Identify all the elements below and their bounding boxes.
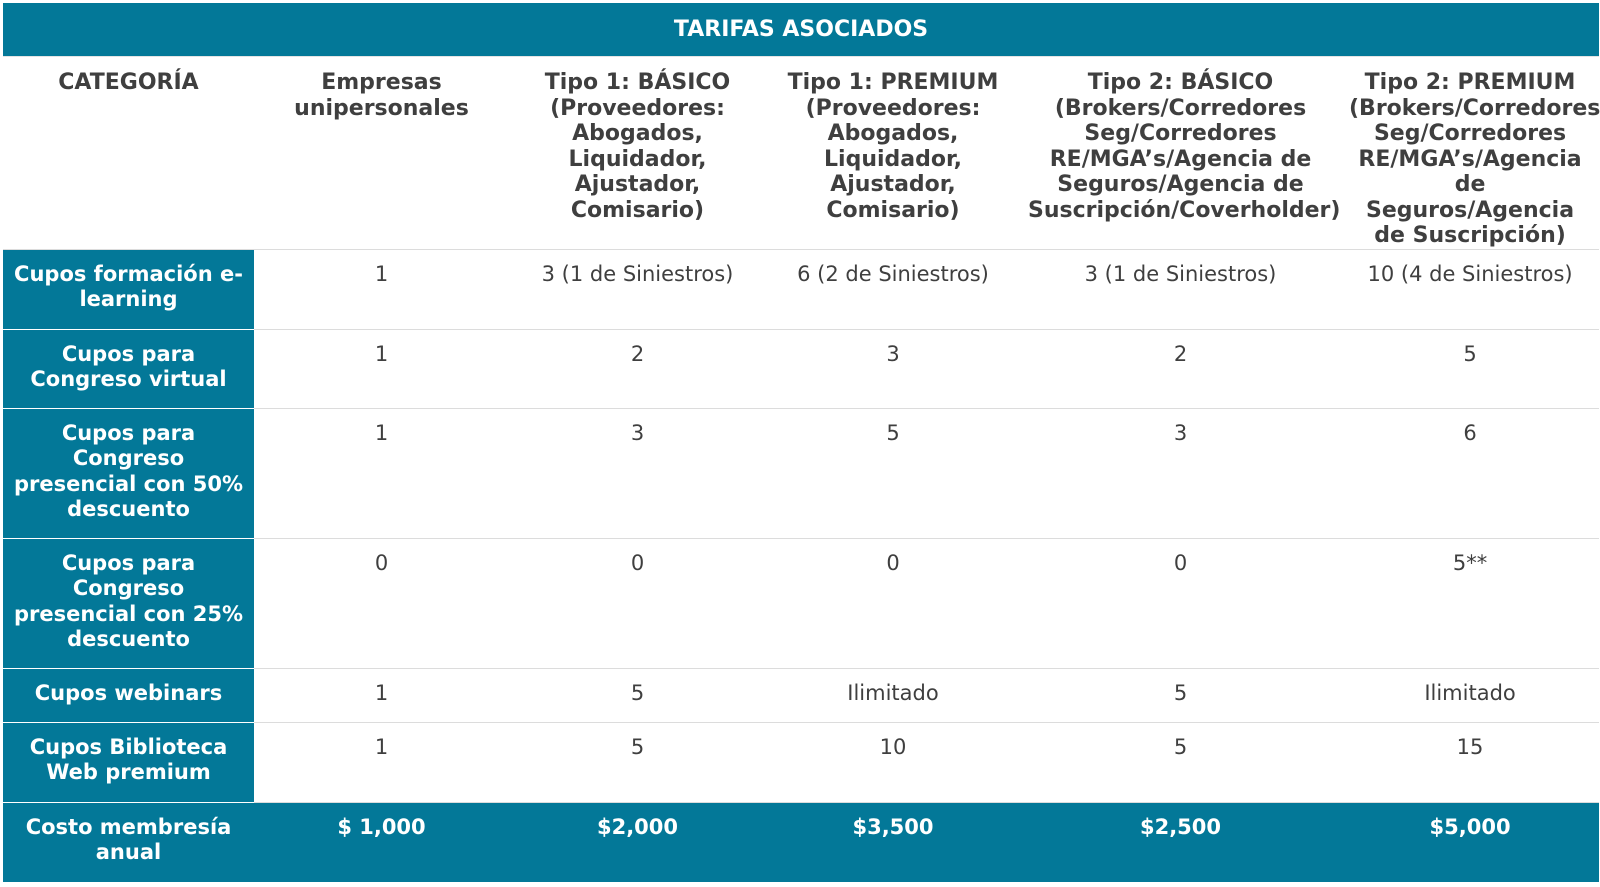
- header-tipo2-basico: Tipo 2: BÁSICO (Brokers/Corredores Seg/Corredores RE/MGA’s/Agencia de Seguros/Agencia de Suscripción/Coverholder): [1020, 57, 1341, 250]
- table-cell: 10 (4 de Siniestros): [1341, 249, 1599, 329]
- table-cell: Ilimitado: [766, 668, 1020, 722]
- table-cell: 0: [509, 538, 766, 668]
- table-row: [3, 249, 1599, 329]
- table-title: TARIFAS ASOCIADOS: [3, 3, 1599, 57]
- row-label: Cupos Biblioteca Web premium: [3, 722, 254, 802]
- membership-cost-value: $ 1,000: [254, 802, 509, 882]
- table-cell: 1: [254, 722, 509, 802]
- header-row: [3, 57, 1599, 250]
- table-cell: 1: [254, 329, 509, 408]
- pricing-table-container: [3, 3, 1599, 882]
- table-cell: 0: [766, 538, 1020, 668]
- table-cell: 0: [1020, 538, 1341, 668]
- header-empresas-unipersonales: Empresas unipersonales: [254, 57, 509, 250]
- table-cell: 6: [1341, 408, 1599, 538]
- table-cell: 5: [766, 408, 1020, 538]
- header-tipo1-basico: Tipo 1: BÁSICO (Proveedores: Abogados, Liquidador, Ajustador, Comisario): [509, 57, 766, 250]
- table-cell: 1: [254, 249, 509, 329]
- table-cell: 3: [509, 408, 766, 538]
- table-cell: 5: [1020, 668, 1341, 722]
- membership-cost-label: Costo membresía anual: [3, 802, 254, 882]
- table-cell: 3: [1020, 408, 1341, 538]
- row-label: Cupos para Congreso virtual: [3, 329, 254, 408]
- table-cell: 5: [509, 722, 766, 802]
- membership-cost-value: $2,000: [509, 802, 766, 882]
- table-cell: 5: [1341, 329, 1599, 408]
- table-cell: 5**: [1341, 538, 1599, 668]
- table-cell: 5: [1020, 722, 1341, 802]
- table-title-row: [3, 3, 1599, 57]
- table-cell: 2: [509, 329, 766, 408]
- row-label: Cupos webinars: [3, 668, 254, 722]
- table-cell: 10: [766, 722, 1020, 802]
- table-cell: 0: [254, 538, 509, 668]
- row-label: Cupos para Congreso presencial con 50% descuento: [3, 408, 254, 538]
- row-label: Cupos formación e-learning: [3, 249, 254, 329]
- header-category: CATEGORÍA: [3, 57, 254, 250]
- table-cell: 3 (1 de Siniestros): [509, 249, 766, 329]
- pricing-table: [3, 3, 1599, 882]
- table-row: [3, 329, 1599, 408]
- table-row: [3, 408, 1599, 538]
- membership-cost-value: $5,000: [1341, 802, 1599, 882]
- table-cell: 15: [1341, 722, 1599, 802]
- membership-cost-value: $3,500: [766, 802, 1020, 882]
- header-tipo2-premium: Tipo 2: PREMIUM (Brokers/Corredores Seg/Corredores RE/MGA’s/Agencia de Seguros/Agencia de Suscripción): [1341, 57, 1599, 250]
- table-row: [3, 538, 1599, 668]
- table-cell: 1: [254, 668, 509, 722]
- table-cell: 2: [1020, 329, 1341, 408]
- membership-cost-row: [3, 802, 1599, 882]
- table-cell: 3 (1 de Siniestros): [1020, 249, 1341, 329]
- table-row: [3, 722, 1599, 802]
- table-cell: 6 (2 de Siniestros): [766, 249, 1020, 329]
- table-cell: Ilimitado: [1341, 668, 1599, 722]
- table-cell: 5: [509, 668, 766, 722]
- table-cell: 3: [766, 329, 1020, 408]
- row-label: Cupos para Congreso presencial con 25% descuento: [3, 538, 254, 668]
- table-row: [3, 668, 1599, 722]
- table-cell: 1: [254, 408, 509, 538]
- membership-cost-value: $2,500: [1020, 802, 1341, 882]
- header-tipo1-premium: Tipo 1: PREMIUM (Proveedores: Abogados, Liquidador, Ajustador, Comisario): [766, 57, 1020, 250]
